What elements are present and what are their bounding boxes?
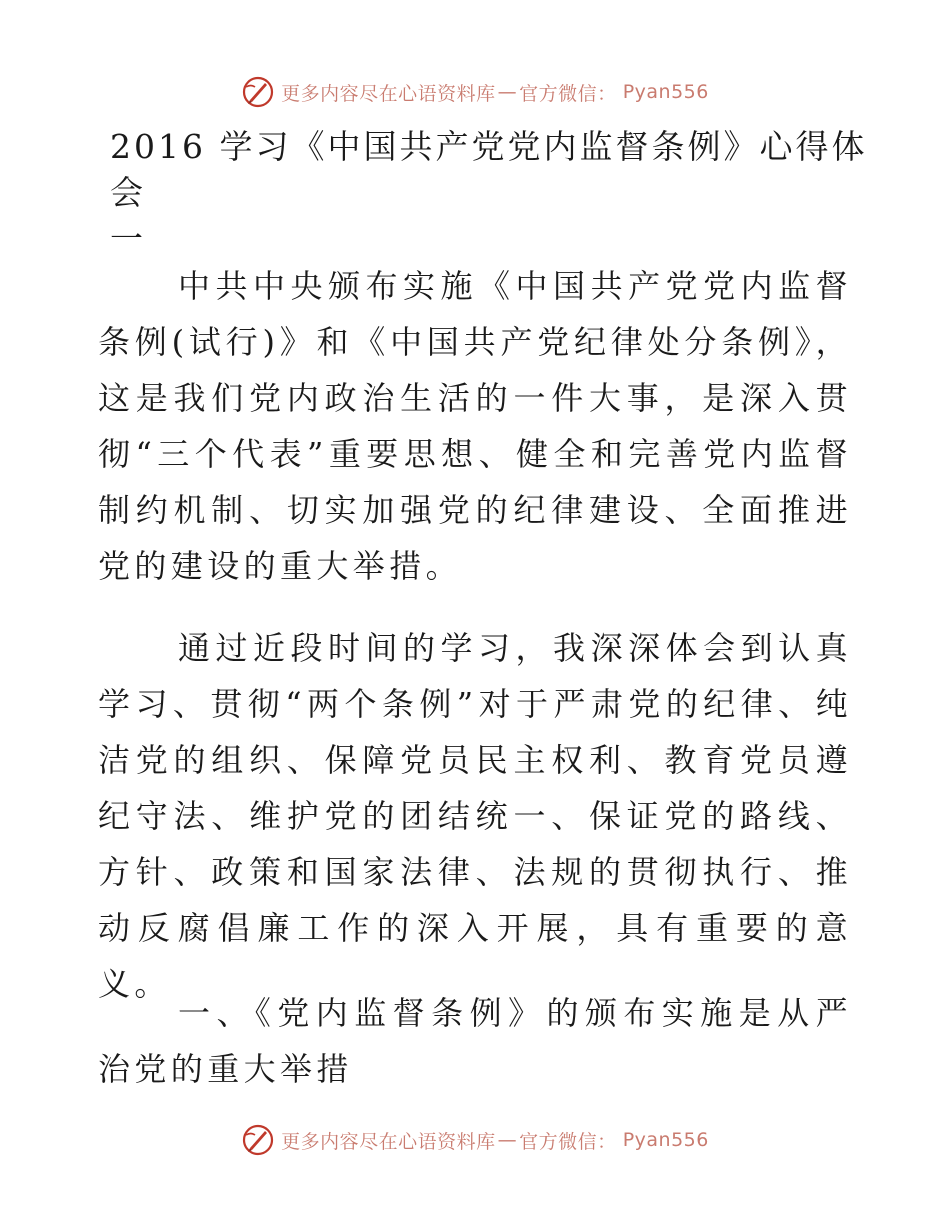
- banner-wechat-id: Pyan556: [622, 81, 709, 103]
- banner-separator: —: [497, 81, 518, 103]
- paragraph-1: 中共中央颁布实施《中国共产党党内监督条例(试行)》和《中国共产党纪律处分条例》，这是我们党内政治生活的一件大事，是深入贯彻“三个代表”重要思想、健全和完善党内监督制约机制、切实加强党的纪律建设、全面推进党的建设的重大举措。: [98, 267, 852, 585]
- header-watermark-banner: [0, 72, 950, 112]
- banner-wechat-label: 官方微信：: [519, 82, 617, 105]
- banner-separator: —: [497, 1129, 518, 1151]
- banner-wechat-id: Pyan556: [622, 1129, 709, 1151]
- quill-pen-logo-icon: [241, 75, 275, 109]
- section-heading-1: 一、《党内监督条例》的颁布实施是从严治党的重大举措: [98, 994, 852, 1088]
- title-line-1: 2016 学习《中国共产党党内监督条例》心得体会: [110, 127, 868, 212]
- banner-main-text: 更多内容尽在心语资料库: [281, 82, 496, 105]
- quill-pen-logo-icon: [241, 1123, 275, 1157]
- footer-watermark-banner: [0, 1120, 950, 1160]
- title-line-2: 一: [110, 219, 146, 258]
- banner-main-text: 更多内容尽在心语资料库: [281, 1130, 496, 1153]
- document-title: [110, 124, 870, 262]
- banner-wechat-label: 官方微信：: [519, 1130, 617, 1153]
- paragraph-2: 通过近段时间的学习，我深深体会到认真学习、贯彻“两个条例”对于严肃党的纪律、纯洁党的组织、保障党员民主权利、教育党员遵纪守法、维护党的团结统一、保证党的路线、方针、政策和国家法律、法规的贯彻执行、推动反腐倡廉工作的深入开展，具有重要的意义。: [98, 629, 852, 1003]
